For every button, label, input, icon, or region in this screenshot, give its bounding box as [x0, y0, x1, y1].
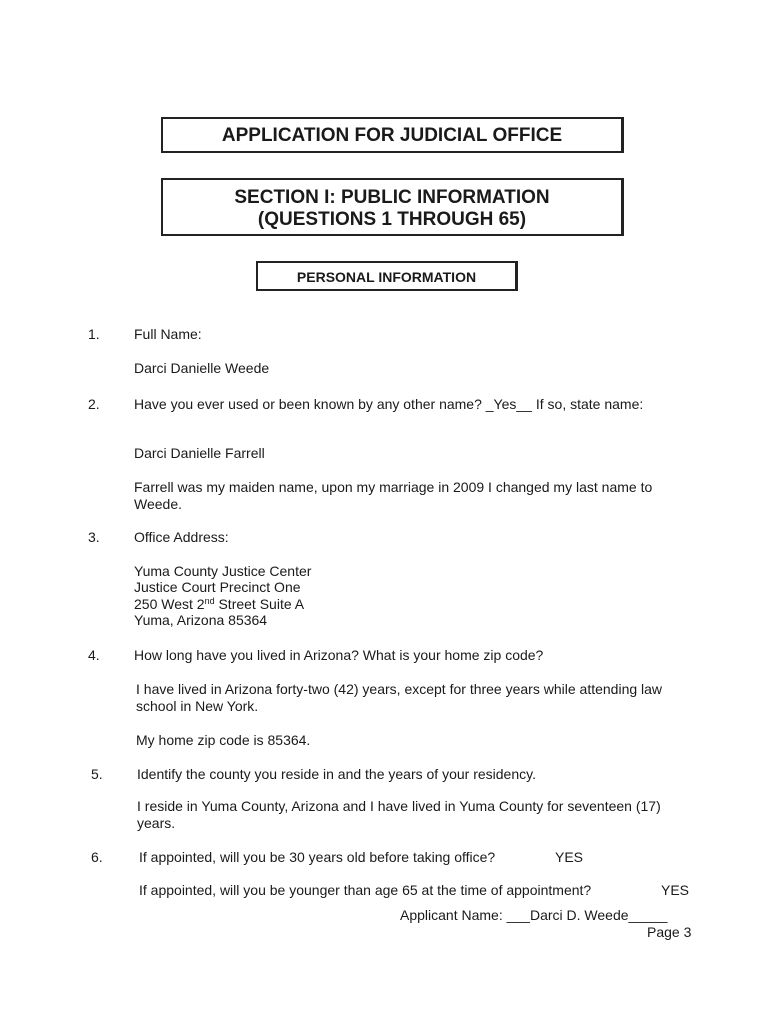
answer-text: My home zip code is 85364.: [136, 732, 311, 748]
question-number: 6.: [91, 849, 103, 865]
question-number: 2.: [88, 396, 100, 412]
subsection-heading-box: [256, 261, 518, 291]
answer-text: I reside in Yuma County, Arizona and I have lived in Yuma County for seventeen (17) years.: [137, 798, 661, 831]
answer-text: Farrell was my maiden name, upon my marriage in 2009 I changed my last name to Weede.: [134, 479, 653, 512]
answer-text: Darci Danielle Weede: [134, 360, 270, 376]
answer-text: I have lived in Arizona forty-two (42) years, except for three years while attending law school in New York.: [136, 681, 663, 714]
section-heading-box: [161, 178, 624, 236]
address-line: Justice Court Precinct One: [134, 579, 301, 595]
answer-text: YES: [555, 849, 584, 865]
answer-text: Darci Danielle Farrell: [134, 445, 265, 461]
question-text: Office Address:: [134, 529, 229, 545]
section-heading-line1: SECTION I: PUBLIC INFORMATION: [234, 187, 550, 208]
answer-text: YES: [661, 882, 690, 898]
section-heading-line2: (QUESTIONS 1 THROUGH 65): [257, 209, 527, 230]
question-text: If appointed, will you be younger than age 65 at the time of appointment?: [139, 882, 592, 898]
question-number: 1.: [88, 326, 100, 342]
address-line: Yuma County Justice Center: [134, 563, 312, 579]
applicant-name: Applicant Name: ___Darci D. Weede_____: [400, 907, 668, 923]
question-text: Have you ever used or been known by any other name? _Yes__ If so, state name:: [134, 396, 644, 412]
document-title-box: [161, 117, 624, 153]
question-number: 5.: [91, 766, 103, 782]
question-number: 4.: [88, 647, 100, 663]
address-line: Yuma, Arizona 85364: [134, 612, 268, 628]
question-number: 3.: [88, 529, 100, 545]
question-text: Full Name:: [134, 326, 202, 342]
question-text: If appointed, will you be 30 years old before taking office?: [139, 849, 496, 865]
subsection-heading: PERSONAL INFORMATION: [296, 269, 477, 285]
address-line: 250 West 2nd Street Suite A: [134, 596, 305, 612]
document-title: APPLICATION FOR JUDICIAL OFFICE: [221, 125, 563, 146]
page-number: Page 3: [647, 924, 692, 940]
question-text: How long have you lived in Arizona? What is your home zip code?: [134, 647, 544, 663]
question-text: Identify the county you reside in and the years of your residency.: [137, 766, 536, 782]
